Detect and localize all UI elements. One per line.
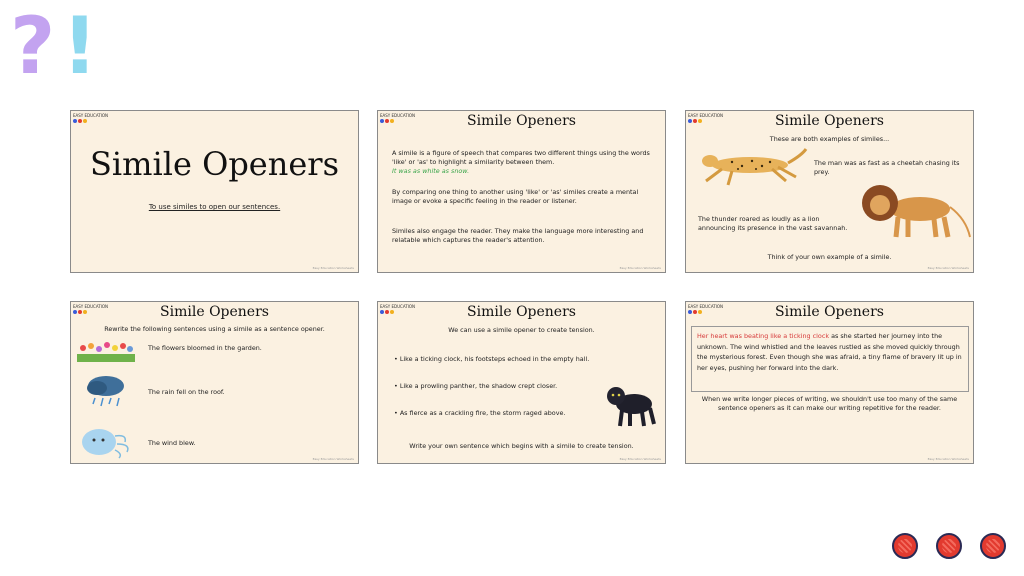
logo-text: EASY EDUCATION [73,113,109,118]
highlighted-simile: Her heart was beating like a ticking clock [697,332,830,340]
logo-text: EASY EDUCATION [73,304,109,309]
note-text: When we write longer pieces of writing, we shouldn't use too many of the same sentence openers as it can make our writing repetitive for the reader. [701,395,958,412]
logo-text: EASY EDUCATION [688,113,724,118]
wind-cloud-icon [79,424,133,460]
slide-title: Simile Openers [90,145,339,183]
red-circle-icon [980,533,1006,559]
exclamation-mark-icon: ! [62,2,98,92]
flowers-icon [77,338,135,362]
logo [73,113,108,123]
logo-text: EASY EDUCATION [380,113,416,118]
bullet-item: • Like a ticking clock, his footsteps echoed in the empty hall. [394,355,589,364]
slide-thumbnail-4[interactable] [70,301,359,464]
slide-footer: Easy Education Worksheets [619,266,661,270]
slide-footer: Easy Education Worksheets [927,266,969,270]
question-mark-icon: ? [10,2,56,92]
paragraph-text: By comparing one thing to another using 'like' or 'as' similes create a mental image or evoke a specific feeling in the reader or listener. [392,188,639,205]
outro-text: Think of your own example of a simile. [767,253,892,261]
red-circle-icon [892,533,918,559]
slide-title: Simile Openers [775,113,884,129]
panther-icon [604,380,658,428]
logo-text: EASY EDUCATION [688,304,724,309]
slide-title: Simile Openers [467,113,576,129]
simile-example-2: The thunder roared as loudly as a lion announcing its presence in the vast savannah. [698,215,848,232]
slide-footer: Easy Education Worksheets [927,457,969,461]
intro-text: These are both examples of similes... [769,135,890,143]
instruction-text: Rewrite the following sentences using a simile as a sentence opener. [104,325,325,333]
simile-example-1: The man was as fast as a cheetah chasing its prey. [814,159,960,176]
logo-text: EASY EDUCATION [380,304,416,309]
sentence-item: The flowers bloomed in the garden. [148,344,262,352]
cheetah-icon [692,147,808,187]
outro-text: Write your own sentence which begins with a simile to create tension. [409,442,634,450]
definition-text: A simile is a figure of speech that compares two different things using the words 'like' or 'as' to highlight a similarity between them. [392,149,650,166]
slide-footer: Easy Education Worksheets [312,457,354,461]
slide-thumbnail-6[interactable] [685,301,974,464]
slide-title: Simile Openers [467,304,576,320]
passage-box [691,326,969,392]
slide-footer: Easy Education Worksheets [312,266,354,270]
slide-subtitle: To use similes to open our sentences. [148,203,281,211]
slide-title: Simile Openers [775,304,884,320]
passage-text: as she started her journey into the unknown. The wind whistled and the leaves rustled as she moved quickly through the mysterious forest. Even though she was afraid, a tiny flame of bravery lit up in her eyes, pushing her forward into the dark. [697,332,962,372]
intro-text: We can use a simile opener to create tension. [448,326,595,334]
sentence-item: The rain fell on the roof. [148,388,225,396]
slide-thumbnail-5[interactable] [377,301,666,464]
bullet-item: • As fierce as a crackling fire, the storm raged above. [394,409,565,418]
slide-footer: Easy Education Worksheets [619,457,661,461]
sentence-item: The wind blew. [148,439,196,447]
lion-icon [854,179,974,241]
slide-thumbnail-2[interactable] [377,110,666,273]
paragraph-text: Similes also engage the reader. They make the language more interesting and relatable which captures the reader's attention. [392,227,644,244]
example-text: It was as white as snow. [392,167,470,175]
red-circle-icon [936,533,962,559]
bullet-item: • Like a prowling panther, the shadow crept closer. [394,382,557,391]
slide-title: Simile Openers [160,304,269,320]
decorative-punctuation [10,2,100,92]
rain-cloud-icon [85,374,127,410]
slide-thumbnail-3[interactable] [685,110,974,273]
slide-thumbnail-1[interactable] [70,110,359,273]
